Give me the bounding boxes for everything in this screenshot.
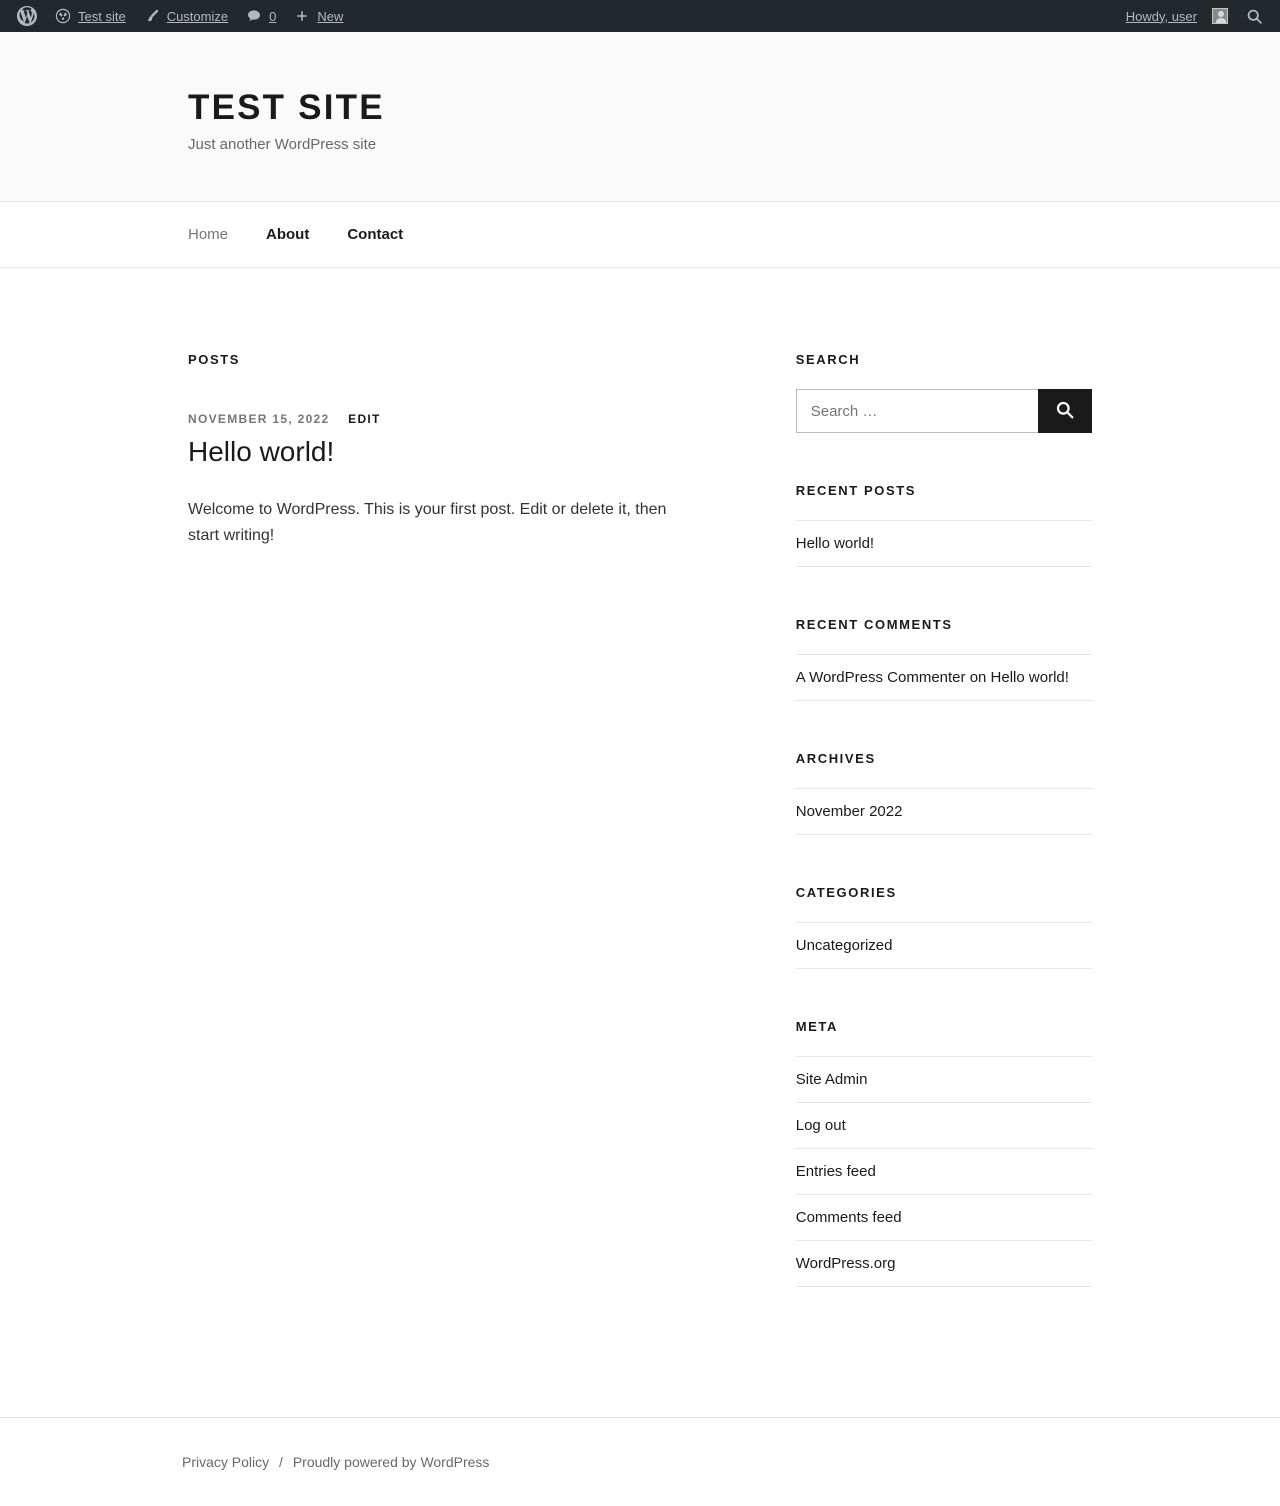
widget-title-recent-posts: RECENT POSTS <box>795 483 917 498</box>
archive-link[interactable]: November 2022 <box>795 803 903 820</box>
widget-recent-comments <box>796 617 1092 701</box>
list-item[interactable] <box>796 1056 1092 1103</box>
list-item[interactable] <box>796 654 1092 701</box>
main-content <box>188 352 717 1337</box>
widget-meta <box>796 1019 1092 1287</box>
comment-post-link[interactable]: Hello world! <box>990 669 1069 686</box>
widget-title-recent-comments: RECENT COMMENTS <box>795 617 953 632</box>
footer-credit-link[interactable]: Proudly powered by WordPress <box>292 1454 490 1470</box>
post-date-link[interactable]: NOVEMBER 15, 2022 <box>188 412 330 426</box>
admin-bar-new-label: New <box>317 8 344 24</box>
primary-navigation <box>0 202 1280 268</box>
post-meta <box>188 412 717 426</box>
comment-author-link[interactable]: A WordPress Commenter <box>795 669 966 686</box>
page-title[interactable]: TEST SITE <box>188 88 385 127</box>
search-icon <box>1246 8 1263 25</box>
list-item[interactable] <box>796 788 1092 835</box>
admin-bar-my-account[interactable] <box>1117 0 1237 32</box>
widget-title-archives: ARCHIVES <box>795 751 876 766</box>
admin-bar <box>0 0 1280 32</box>
widget-search <box>796 352 1092 433</box>
admin-bar-customize-label: Customize <box>166 8 229 24</box>
meta-link-site-admin[interactable]: Site Admin <box>795 1071 868 1088</box>
admin-bar-site-name-label: Test site <box>78 8 126 24</box>
admin-bar-search-toggle[interactable] <box>1237 0 1272 32</box>
list-item[interactable] <box>796 1149 1092 1195</box>
search-submit-button[interactable] <box>1038 389 1092 433</box>
admin-bar-comments-count: 0 <box>269 8 277 24</box>
admin-bar-howdy-label: Howdy, user <box>1125 8 1197 24</box>
site-footer <box>0 1417 1280 1506</box>
nav-item-contact[interactable] <box>347 226 403 244</box>
paintbrush-icon <box>144 8 160 24</box>
widget-title-search: SEARCH <box>795 352 861 367</box>
nav-link-about[interactable]: About <box>266 225 310 243</box>
nav-link-contact[interactable]: Contact <box>347 225 404 243</box>
list-item[interactable] <box>796 1241 1092 1287</box>
category-link[interactable]: Uncategorized <box>795 937 893 954</box>
recent-comments-list <box>796 654 1092 701</box>
post-excerpt: Welcome to WordPress. This is your first post. Edit or delete it, then start writing! <box>188 501 667 545</box>
post-article <box>188 412 717 550</box>
recent-post-link[interactable]: Hello world! <box>795 535 875 552</box>
avatar <box>1212 8 1228 24</box>
meta-link-comments-feed[interactable]: Comments feed <box>795 1209 902 1226</box>
comment-bubble-icon <box>246 8 262 24</box>
list-item[interactable] <box>796 520 1092 567</box>
admin-bar-site-name[interactable] <box>46 0 135 32</box>
meta-link-log-out[interactable]: Log out <box>795 1117 846 1134</box>
admin-bar-comments[interactable] <box>237 0 285 32</box>
content-area <box>188 268 1092 1417</box>
admin-bar-customize[interactable] <box>135 0 237 32</box>
list-item[interactable] <box>796 922 1092 969</box>
widget-recent-posts <box>796 483 1092 567</box>
meta-link-entries-feed[interactable]: Entries feed <box>795 1163 876 1180</box>
widget-title-categories: CATEGORIES <box>795 885 897 900</box>
footer-privacy-policy-link[interactable]: Privacy Policy <box>182 1454 270 1470</box>
meta-link-wordpress-org[interactable]: WordPress.org <box>795 1255 896 1272</box>
posts-section-label: POSTS <box>188 352 241 367</box>
meta-list <box>796 1056 1092 1287</box>
categories-list <box>796 922 1092 969</box>
search-form <box>796 389 1092 433</box>
admin-bar-wp-logo[interactable] <box>8 0 46 32</box>
plus-icon <box>294 8 310 24</box>
widget-categories <box>796 885 1092 969</box>
footer-inner <box>0 1454 1280 1470</box>
admin-bar-new[interactable] <box>285 0 352 32</box>
admin-bar-right <box>1117 0 1272 32</box>
nav-item-about[interactable] <box>266 226 309 244</box>
nav-list <box>188 226 1092 244</box>
site-description: Just another WordPress site <box>188 136 377 153</box>
comment-on-label: on <box>969 669 987 686</box>
sidebar <box>796 352 1092 1337</box>
post-edit-link[interactable]: EDIT <box>348 412 381 426</box>
site-header <box>0 32 1280 202</box>
list-item[interactable] <box>796 1103 1092 1149</box>
nav-link-home[interactable]: Home <box>188 225 229 243</box>
dashboard-icon <box>55 8 71 24</box>
post-title[interactable] <box>188 434 717 469</box>
post-title-text: Hello world! <box>188 436 335 467</box>
list-item[interactable] <box>796 1195 1092 1241</box>
archives-list <box>796 788 1092 835</box>
wordpress-logo-icon <box>17 6 37 26</box>
widget-title-meta: META <box>795 1019 838 1034</box>
widget-archives <box>796 751 1092 835</box>
recent-posts-list <box>796 520 1092 567</box>
search-icon <box>1055 400 1075 423</box>
footer-separator: / <box>279 1454 283 1470</box>
nav-item-home[interactable] <box>188 226 228 244</box>
search-input[interactable] <box>796 389 1038 433</box>
